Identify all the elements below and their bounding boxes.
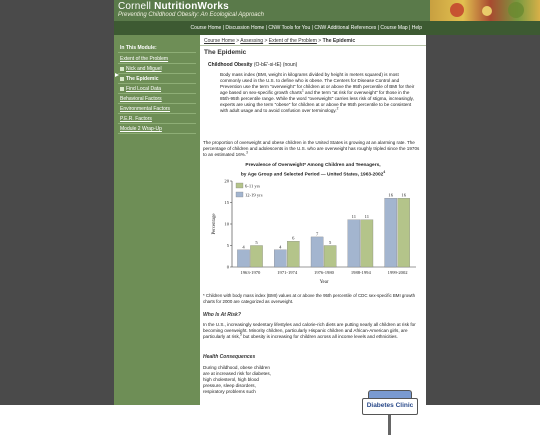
bar-12-19-yrs [250,246,262,268]
nav-separator: | [310,25,315,31]
sidebar-divider [118,103,196,104]
bar-value-label: 4 [242,244,245,250]
breadcrumb-separator: > [234,38,241,44]
sidebar-divider [118,73,196,74]
top-nav-link-course-home[interactable]: Course Home [190,25,222,31]
right-margin [426,35,540,405]
bar-value-label: 11 [364,214,370,220]
sidebar-item-extent-of-the-problem[interactable] [120,56,168,62]
legend-label: 6-11 yrs [245,183,261,189]
sidebar-item-the-epidemic[interactable] [120,76,159,82]
breadcrumb-link[interactable]: Course Home [204,38,235,44]
breadcrumb-separator: > [316,38,323,44]
bar-value-label: 5 [255,240,258,245]
chart-title: Prevalence of Overweight* Among Children and Teenagers, by Age Group and Selected Period — United States, 1963-2002$^4$ [240,163,386,178]
bar-6-11-yrs [237,250,249,267]
sidebar-item-behavioral-factors[interactable] [120,96,162,102]
bar-12-19-yrs [324,246,336,268]
course-subtitle: Preventing Childhood Obesity: An Ecological Approach [118,12,264,18]
bar-12-19-yrs [398,198,410,267]
x-tick-label: 1971-1974 [277,270,298,275]
nav-separator: | [264,25,269,31]
sidebar-divider [118,123,196,124]
y-tick-label: 5 [226,243,229,249]
y-tick-label: 0 [226,264,229,270]
sidebar-item-module-2-wrap-up[interactable] [120,126,162,132]
x-tick-label: 1999-2002 [387,270,408,275]
header-banner-image [430,0,540,21]
sidebar-item-environmental-factors[interactable] [120,106,170,112]
bar-6-11-yrs [385,198,397,267]
sidebar-item-label: P.E.R. Factors [120,116,152,122]
sidebar-divider [118,113,196,114]
breadcrumb [204,38,355,44]
bar-value-label: 16 [388,192,393,198]
main-content [200,35,426,409]
sidebar-item-label: Environmental Factors [120,106,171,112]
page-icon [120,87,124,91]
sidebar-divider [118,83,196,84]
bar-value-label: 11 [351,214,357,220]
diabetes-clinic-sign [362,398,418,415]
sidebar-item-label: Find Local Data [126,86,162,92]
definition-term [208,62,297,68]
bar-6-11-yrs [274,250,286,267]
sidebar-item-p-e-r-factors[interactable] [120,116,152,122]
breadcrumb-current: The Epidemic [322,38,356,44]
current-page-arrow-icon [115,73,119,77]
page-icon [120,67,124,71]
top-nav-link-course-map[interactable]: Course Map [380,25,408,31]
bar-value-label: 4 [279,244,282,250]
top-nav-link-cnw-additional-references[interactable]: CNW Additional References [314,25,377,31]
x-axis-label: Year [319,280,329,285]
x-tick-label: 1963-1970 [240,270,261,275]
risk-heading: Who Is At Risk? [203,312,241,318]
clinic-illustration [368,390,412,398]
top-nav-link-cnw-tools-for-you[interactable]: CNW Tools for You [268,25,311,31]
epidemic-paragraph: The proportion of overweight and obese children in the United States is growing at an alarming rate. The percentage of children and adolescents in the U.S. who are overweight has roughly tripled since the 1970s to an estimated 16%.$^3$ [203,140,420,157]
sidebar-item-label: The Epidemic [126,76,159,82]
module-sidebar [114,35,200,405]
bar-value-label: 7 [315,231,319,237]
term-pronunciation: (O-bE'-si-tE) (noun) [253,62,298,68]
bar-6-11-yrs [311,237,323,267]
sidebar-heading: In This Module: [120,45,157,51]
legend-swatch [236,192,243,197]
sign-post [388,415,391,435]
page-icon [120,77,124,81]
health-heading: Health Consequences [203,354,256,360]
risk-paragraph: In the U.S., increasingly sedentary lifestyles and calorie-rich diets are putting nearly all children at risk for becoming overweight. Minority children, particularly Hispanic children and African-American girls, are particularly at risk,$^5$ but obesity is increasing for children across all income levels and ethnicities. [203,322,416,339]
site-header [114,0,430,21]
nav-separator: | [407,25,412,31]
y-tick-label: 10 [224,221,229,227]
sidebar-item-nick-and-miguel[interactable] [120,66,162,72]
sidebar-item-label: Behavioral Factors [120,96,162,102]
legend-label: 12-19 yrs [245,192,263,198]
top-nav-link-discussion-home[interactable]: Discussion Home [225,25,265,31]
x-tick-label: 1988-1994 [350,270,371,275]
sidebar-divider [118,133,196,134]
bar-value-label: 16 [401,192,406,198]
sidebar-item-label: Nick and Miguel [126,66,162,72]
y-axis-label: Percentage [212,213,217,235]
brand-logo[interactable]: Cornell NutritionWorks [118,1,229,12]
bar-12-19-yrs [361,220,373,267]
bar-value-label: 5 [328,240,332,245]
bar-value-label: 6 [292,235,295,241]
sidebar-divider [118,52,196,53]
sidebar-divider [118,93,196,94]
sidebar-item-find-local-data[interactable] [120,86,161,92]
health-paragraph: During childhood, obese children are at increased risk for diabetes, high cholesterol, high blood pressure, sleep disorders, respiratory problems such [203,365,271,394]
prevalence-bar-chart [210,175,420,287]
chart-footnote: * Children with body mass index (BMI) values at or above the 95th percentile of CDC sex-specific BMI growth charts for 2000 are categorized as overweight. [203,293,416,304]
nav-separator: | [221,25,226,31]
nav-separator: | [376,25,381,31]
definition-text: Body mass index (BMI, weight in kilograms divided by height in meters squared) is most commonly used in the U.S. to define who is obese. The Centers for Disease Control and Prevention use the term "overweight" for children at or above the 95th percentile of BMI for their age based on sex-specific growth charts$^1$ and the term "at risk for overweight" for those in the 85th-95th percentile range. While the word "overweight" carries less risk of stigma, increasingly, experts are using the term "obese" for children at or above the 95th percentile to be consistent with adult usage and to avoid confusion over terminology.$^2$ [220,72,415,113]
breadcrumb-separator: > [263,38,269,44]
y-tick-label: 20 [224,178,229,184]
x-tick-label: 1976-1980 [314,270,334,275]
clinic-sign-text: Diabetes Clinic [366,402,414,409]
top-navigation [114,21,540,35]
sidebar-item-label: Module 2 Wrap-Up [120,126,162,132]
term-word: Childhood Obesity [208,62,253,68]
top-nav-link-help[interactable]: Help [411,25,422,31]
sidebar-item-label: Extent of the Problem [120,56,169,62]
breadcrumb-divider [200,45,426,46]
bar-12-19-yrs [287,241,299,267]
bar-6-11-yrs [348,220,360,267]
sidebar-divider [118,63,196,64]
legend-swatch [236,183,243,188]
y-tick-label: 15 [224,200,229,206]
left-margin [0,0,114,405]
breadcrumb-link[interactable]: Assessing [240,38,264,44]
page-title: The Epidemic [204,49,247,56]
breadcrumb-link[interactable]: Extent of the Problem [268,38,317,44]
top-nav-links [190,25,422,31]
